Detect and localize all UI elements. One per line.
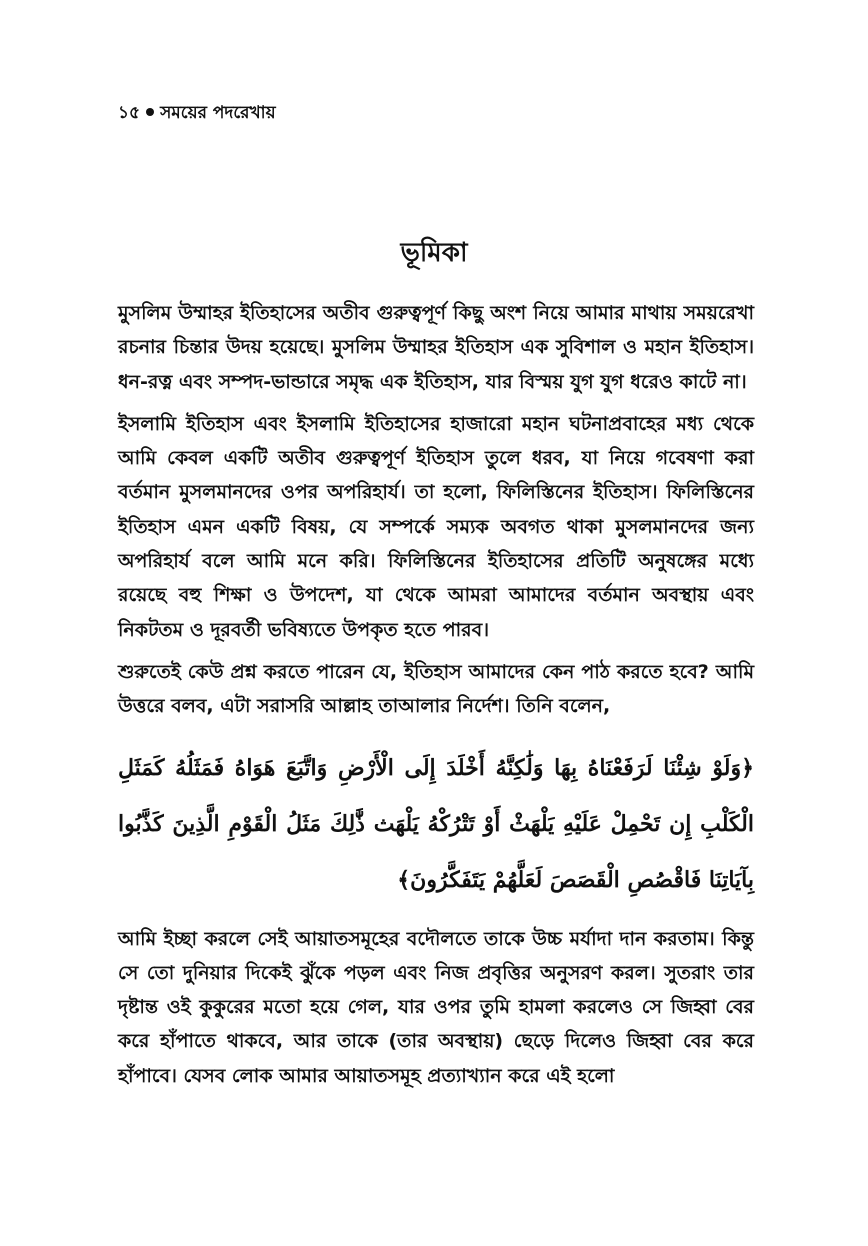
verse-translation: আমি ইচ্ছা করলে সেই আয়াতসমূহের বদৌলতে তাকে উচ্চ মর্যাদা দান করতাম। কিন্তু সে তো দুনিয়ার দিকেই ঝুঁকে পড়ল এবং নিজ প্রবৃত্তির অনুসরণ করল। সুতরাং তার দৃষ্টান্ত ওই কুকুরের মতো হয়ে গেল, যার ওপর তুমি হামলা করলেও সে জিহ্বা বের করে হাঁপাতে থাকবে, আর তাকে (তার অবস্থায়) ছেড়ে দিলেও জিহ্বা বের করে হাঁপাবে। যেসব লোক আমার আয়াতসমূহ প্রত্যাখ্যান করে এই হলো [118, 927, 754, 1087]
page-number: ১৫ [118, 103, 141, 123]
bullet-separator [146, 108, 154, 116]
chapter-title: ভূমিকা [400, 238, 468, 268]
running-header [118, 100, 276, 128]
book-title: সময়ের পদরেখায় [160, 103, 276, 123]
paragraph-2: ইসলামি ইতিহাস এবং ইসলামি ইতিহাসের হাজারো মহান ঘটনাপ্রবাহের মধ্য থেকে আমি কেবল একটি অতীব গুরুত্বপূর্ণ ইতিহাস তুলে ধরব, যা নিয়ে গবেষণা করা বর্তমান মুসলমানদের ওপর অপরিহার্য। তা হলো, ফিলিস্তিনের ইতিহাস। ফিলিস্তিনের ইতিহাস এমন একটি বিষয়, যে সম্পর্কে সম্যক অবগত থাকা মুসলমানদের জন্য অপরিহার্য বলে আমি মনে করি। ফিলিস্তিনের ইতিহাসের প্রতিটি অনুষঙ্গের মধ্যে রয়েছে বহু শিক্ষা ও উপদেশ, যা থেকে আমরা আমাদের বর্তমান অবস্থায় এবং নিকটতম ও দূরবর্তী ভবিষ্যতে উপকৃত হতে পারব। [118, 412, 754, 641]
paragraph-3: শুরুতেই কেউ প্রশ্ন করতে পারেন যে, ইতিহাস আমাদের কেন পাঠ করতে হবে? আমি উত্তরে বলব, এটা সরাসরি আল্লাহ তাআলার নির্দেশ। তিনি বলেন, [118, 660, 754, 718]
body-text [118, 296, 754, 1101]
quran-verse: ﴿وَلَوْ شِئْنَا لَرَفَعْنَاهُ بِهَا وَلَٰكِنَّهُ أَخْلَدَ إِلَى الْأَرْضِ وَاتَّبَعَ هَوَاهُ فَمَثَلُهُ كَمَثَلِ الْكَلْبِ إِن تَحْمِلْ عَلَيْهِ يَلْهَثْ أَوْ تَتْرُكْهُ يَلْهَث ذَّٰلِكَ مَثَلُ الْقَوْمِ الَّذِينَ كَذَّبُوا بِآيَاتِنَا فَاقْصُصِ الْقَصَصَ لَعَلَّهُمْ يَتَفَكَّرُونَ﴾ [118, 754, 754, 893]
paragraph-1: মুসলিম উম্মাহর ইতিহাসের অতীব গুরুত্বপূর্ণ কিছু অংশ নিয়ে আমার মাথায় সময়রেখা রচনার চিন্তার উদয় হয়েছে। মুসলিম উম্মাহর ইতিহাস এক সুবিশাল ও মহান ইতিহাস। ধন-রত্ন এবং সম্পদ-ভান্ডারে সমৃদ্ধ এক ইতিহাস, যার বিস্ময় যুগ যুগ ধরেও কাটে না। [118, 302, 754, 393]
